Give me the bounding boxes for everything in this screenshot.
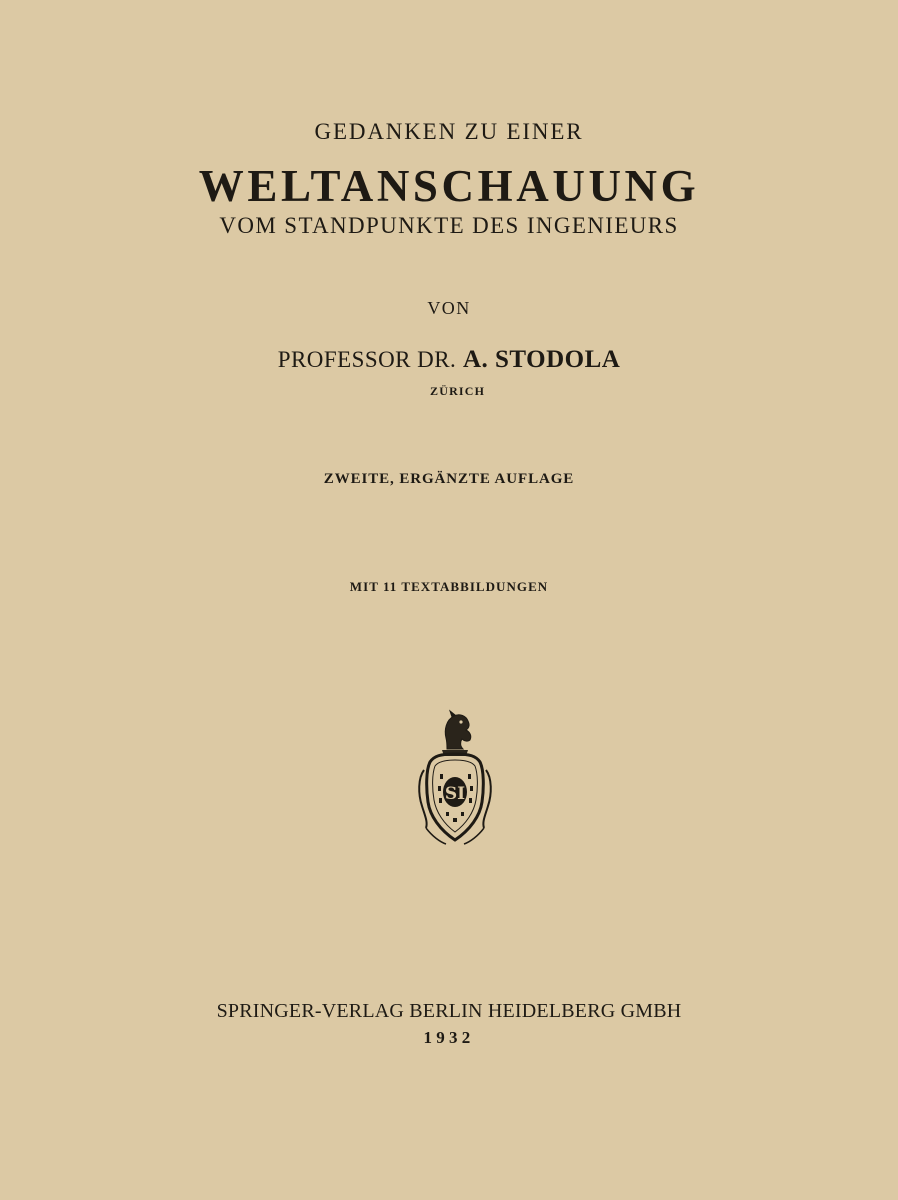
springer-knight-logo-icon <box>416 708 494 850</box>
author-name: A. STODOLA <box>462 346 621 373</box>
main-title: WELTANSCHAUUNG <box>198 161 700 211</box>
author-prefix: PROFESSOR DR. <box>277 347 457 372</box>
publication-year: 1932 <box>423 1028 475 1047</box>
publisher: SPRINGER-VERLAG BERLIN HEIDELBERG GMBH <box>216 1000 682 1022</box>
figures-note: MIT 11 TEXTABBILDUNGEN <box>349 579 549 594</box>
edition-note: ZWEITE, ERGÄNZTE AUFLAGE <box>323 471 575 487</box>
title-line-3: VOM STANDPUNKTE DES INGENIEURS <box>219 213 679 238</box>
author-line <box>0 346 898 374</box>
title-line-1: GEDANKEN ZU EINER <box>314 119 584 144</box>
author-place: ZÜRICH <box>430 384 486 398</box>
emblem-monogram: SI <box>444 784 466 804</box>
by-label: VON <box>427 298 471 318</box>
